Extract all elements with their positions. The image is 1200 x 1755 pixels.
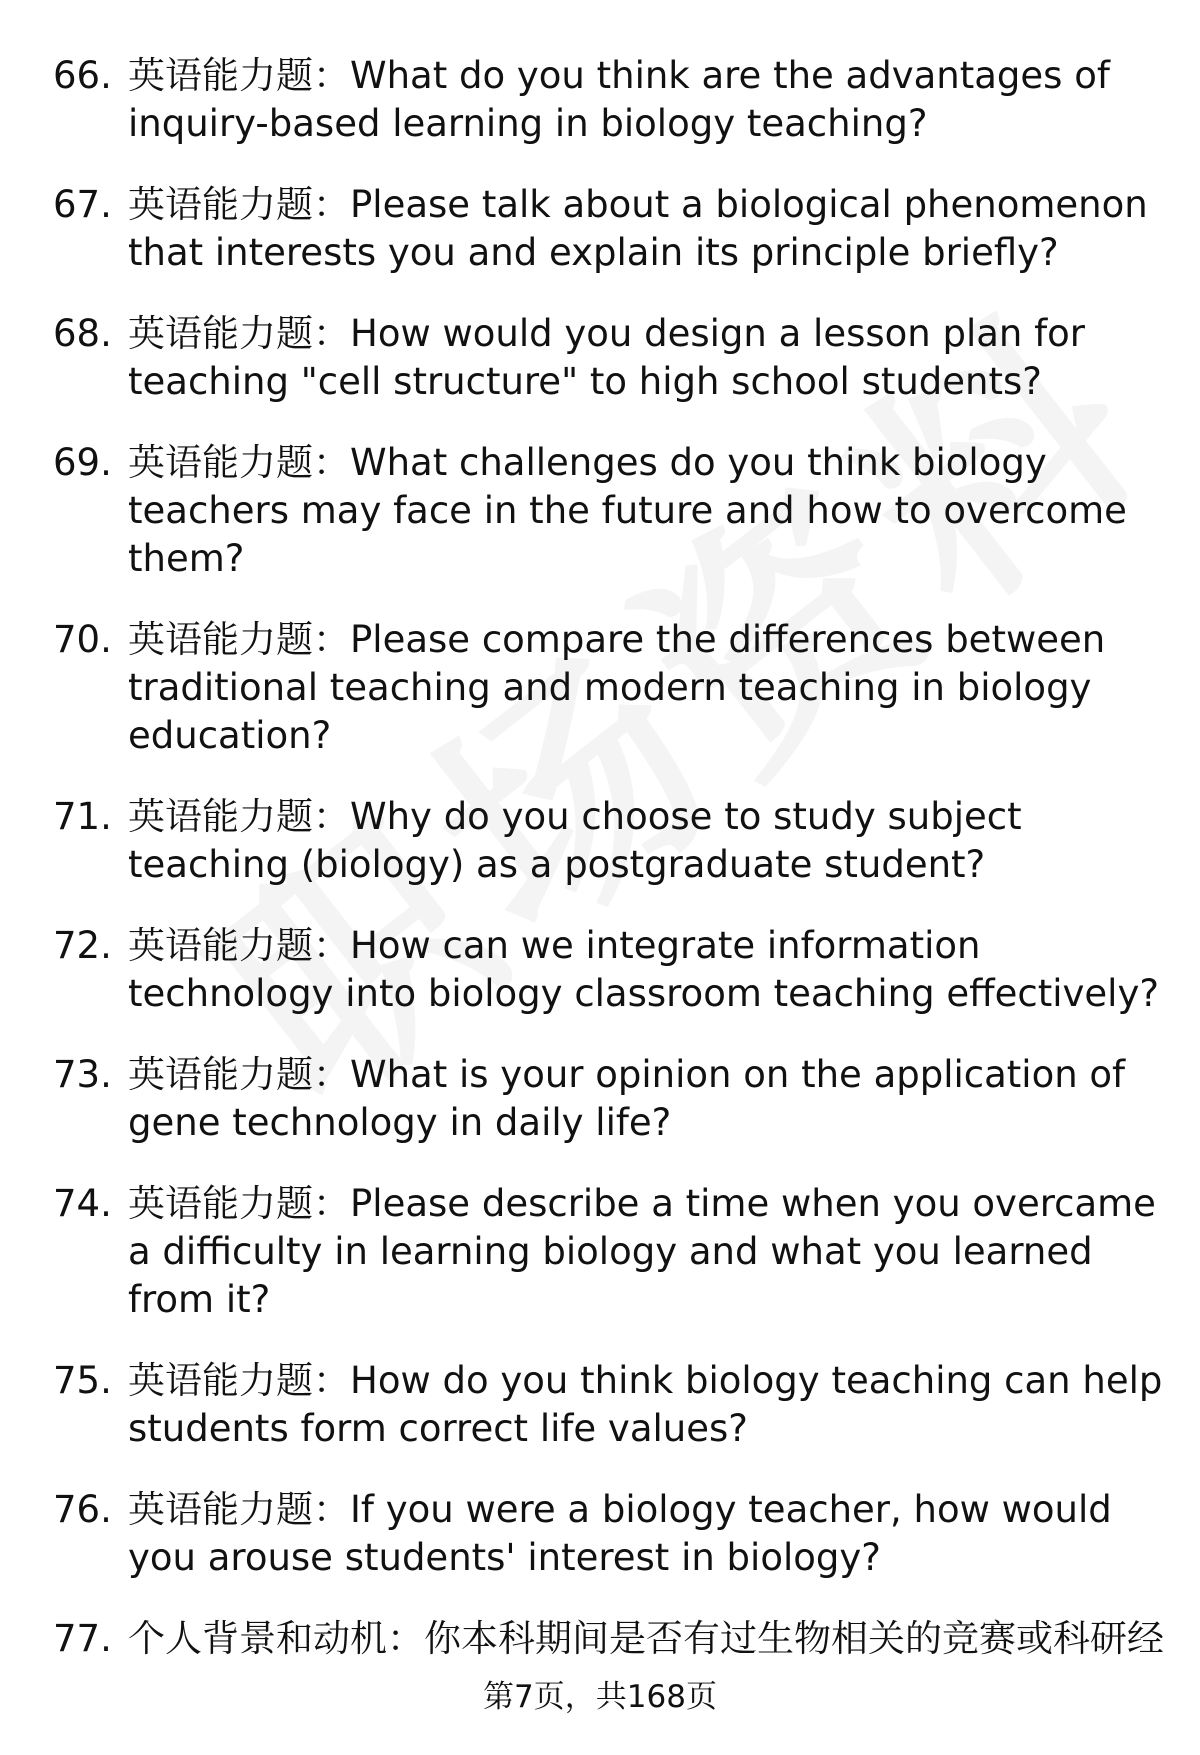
question-number: 72. [53, 924, 112, 967]
question-text: 英语能力题：Please describe a time when you overcame a difficulty in learning biology and what you learned from it? [128, 1182, 1156, 1321]
question-number: 70. [53, 618, 112, 661]
page-footer [0, 1676, 1200, 1718]
question-item [0, 793, 1200, 889]
question-item [0, 1615, 1200, 1663]
question-number: 76. [53, 1488, 112, 1531]
question-number: 68. [53, 312, 112, 355]
question-text: 英语能力题：How do you think biology teaching can help students form correct life values? [128, 1359, 1163, 1450]
question-item [0, 439, 1200, 583]
question-text: 英语能力题：What do you think are the advantages of inquiry-based learning in biology teaching? [128, 54, 1110, 145]
question-number: 71. [53, 795, 112, 838]
question-item [0, 310, 1200, 406]
question-text: 个人背景和动机：你本科期间是否有过生物相关的竞赛或科研经 [128, 1617, 1164, 1660]
question-item [0, 1180, 1200, 1324]
question-text: 英语能力题：How can we integrate information technology into biology classroom teaching effectively? [128, 924, 1159, 1015]
question-text: 英语能力题：What is your opinion on the application of gene technology in daily life? [128, 1053, 1126, 1144]
question-text: 英语能力题：How would you design a lesson plan for teaching "cell structure" to high school students? [128, 312, 1086, 403]
question-item [0, 52, 1200, 148]
question-item [0, 1486, 1200, 1582]
question-text: 英语能力题：What challenges do you think biology teachers may face in the future and how to overcome them? [128, 441, 1127, 580]
question-item [0, 922, 1200, 1018]
question-item [0, 181, 1200, 277]
question-text: 英语能力题：If you were a biology teacher, how would you arouse students' interest in biology? [128, 1488, 1112, 1579]
page-number-label: 第7页，共168页 [483, 1679, 717, 1715]
question-number: 69. [53, 441, 112, 484]
question-item [0, 616, 1200, 760]
question-item [0, 1357, 1200, 1453]
question-item [0, 1051, 1200, 1147]
question-list [0, 52, 1200, 1696]
question-number: 74. [53, 1182, 112, 1225]
question-number: 66. [53, 54, 112, 97]
question-text: 英语能力题：Please talk about a biological phenomenon that interests you and explain its principle briefly? [128, 183, 1148, 274]
question-text: 英语能力题：Why do you choose to study subject teaching (biology) as a postgraduate student? [128, 795, 1022, 886]
question-number: 75. [53, 1359, 112, 1402]
question-number: 67. [53, 183, 112, 226]
question-number: 77. [53, 1617, 112, 1660]
question-text: 英语能力题：Please compare the differences between traditional teaching and modern teaching in biology education? [128, 618, 1106, 757]
question-number: 73. [53, 1053, 112, 1096]
